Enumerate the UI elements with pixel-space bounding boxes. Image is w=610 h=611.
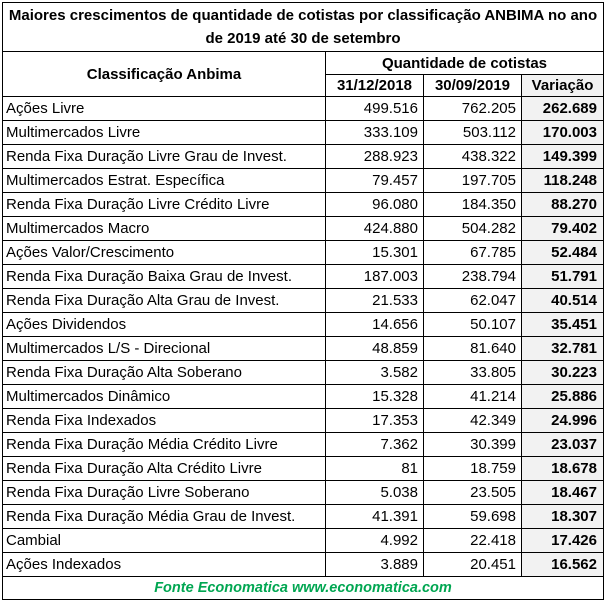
row-classification: Ações Livre bbox=[3, 97, 326, 121]
row-classification: Ações Indexados bbox=[3, 553, 326, 577]
row-variation: 170.003 bbox=[522, 121, 604, 145]
table-row bbox=[3, 241, 604, 265]
row-variation: 118.248 bbox=[522, 169, 604, 193]
table-row bbox=[3, 217, 604, 241]
row-value-2019: 503.112 bbox=[424, 121, 522, 145]
row-value-2019: 762.205 bbox=[424, 97, 522, 121]
row-value-2018: 499.516 bbox=[326, 97, 424, 121]
row-value-2018: 7.362 bbox=[326, 433, 424, 457]
row-value-2019: 41.214 bbox=[424, 385, 522, 409]
row-classification: Multimercados Livre bbox=[3, 121, 326, 145]
row-variation: 18.678 bbox=[522, 457, 604, 481]
row-value-2018: 3.889 bbox=[326, 553, 424, 577]
row-classification: Multimercados Macro bbox=[3, 217, 326, 241]
row-value-2018: 79.457 bbox=[326, 169, 424, 193]
row-value-2018: 4.992 bbox=[326, 529, 424, 553]
row-value-2018: 17.353 bbox=[326, 409, 424, 433]
row-value-2019: 20.451 bbox=[424, 553, 522, 577]
row-variation: 25.886 bbox=[522, 385, 604, 409]
row-value-2019: 67.785 bbox=[424, 241, 522, 265]
table-row bbox=[3, 145, 604, 169]
row-value-2018: 41.391 bbox=[326, 505, 424, 529]
row-value-2019: 238.794 bbox=[424, 265, 522, 289]
row-classification: Renda Fixa Duração Alta Grau de Invest. bbox=[3, 289, 326, 313]
row-classification: Renda Fixa Duração Alta Soberano bbox=[3, 361, 326, 385]
row-classification: Renda Fixa Duração Média Crédito Livre bbox=[3, 433, 326, 457]
row-variation: 149.399 bbox=[522, 145, 604, 169]
table-row bbox=[3, 121, 604, 145]
row-value-2019: 23.505 bbox=[424, 481, 522, 505]
row-value-2018: 96.080 bbox=[326, 193, 424, 217]
table-row bbox=[3, 481, 604, 505]
row-value-2018: 15.301 bbox=[326, 241, 424, 265]
row-value-2019: 33.805 bbox=[424, 361, 522, 385]
row-value-2019: 438.322 bbox=[424, 145, 522, 169]
row-variation: 16.562 bbox=[522, 553, 604, 577]
row-classification: Renda Fixa Duração Alta Crédito Livre bbox=[3, 457, 326, 481]
row-value-2019: 30.399 bbox=[424, 433, 522, 457]
table-row bbox=[3, 193, 604, 217]
row-classification: Renda Fixa Indexados bbox=[3, 409, 326, 433]
row-variation: 79.402 bbox=[522, 217, 604, 241]
row-value-2018: 187.003 bbox=[326, 265, 424, 289]
row-variation: 30.223 bbox=[522, 361, 604, 385]
row-value-2018: 5.038 bbox=[326, 481, 424, 505]
row-variation: 35.451 bbox=[522, 313, 604, 337]
table-row bbox=[3, 529, 604, 553]
row-variation: 52.484 bbox=[522, 241, 604, 265]
row-classification: Ações Dividendos bbox=[3, 313, 326, 337]
row-classification: Multimercados L/S - Direcional bbox=[3, 337, 326, 361]
row-variation: 23.037 bbox=[522, 433, 604, 457]
cotistas-table bbox=[2, 2, 604, 600]
row-variation: 32.781 bbox=[522, 337, 604, 361]
table-body bbox=[3, 97, 604, 577]
row-value-2018: 333.109 bbox=[326, 121, 424, 145]
table-row bbox=[3, 265, 604, 289]
table-row bbox=[3, 97, 604, 121]
table-row bbox=[3, 361, 604, 385]
row-classification: Renda Fixa Duração Livre Soberano bbox=[3, 481, 326, 505]
source-footer: Fonte Economatica www.economatica.com bbox=[3, 577, 604, 600]
row-classification: Renda Fixa Duração Baixa Grau de Invest. bbox=[3, 265, 326, 289]
table-row bbox=[3, 313, 604, 337]
table-title: Maiores crescimentos de quantidade de cotistas por classificação ANBIMA no ano de 2019 até 30 de setembro bbox=[3, 3, 604, 52]
row-value-2018: 3.582 bbox=[326, 361, 424, 385]
row-value-2019: 22.418 bbox=[424, 529, 522, 553]
row-classification: Cambial bbox=[3, 529, 326, 553]
row-variation: 51.791 bbox=[522, 265, 604, 289]
row-value-2019: 184.350 bbox=[424, 193, 522, 217]
row-variation: 17.426 bbox=[522, 529, 604, 553]
header-31-12-2018: 31/12/2018 bbox=[326, 75, 424, 97]
table-row bbox=[3, 385, 604, 409]
row-value-2018: 48.859 bbox=[326, 337, 424, 361]
header-30-09-2019: 30/09/2019 bbox=[424, 75, 522, 97]
row-variation: 24.996 bbox=[522, 409, 604, 433]
row-classification: Ações Valor/Crescimento bbox=[3, 241, 326, 265]
row-value-2019: 504.282 bbox=[424, 217, 522, 241]
row-variation: 18.307 bbox=[522, 505, 604, 529]
row-value-2019: 81.640 bbox=[424, 337, 522, 361]
table-row bbox=[3, 169, 604, 193]
table-row bbox=[3, 409, 604, 433]
row-value-2018: 424.880 bbox=[326, 217, 424, 241]
row-value-2019: 18.759 bbox=[424, 457, 522, 481]
row-value-2019: 62.047 bbox=[424, 289, 522, 313]
row-value-2019: 42.349 bbox=[424, 409, 522, 433]
header-variacao: Variação bbox=[522, 75, 604, 97]
row-value-2019: 50.107 bbox=[424, 313, 522, 337]
row-classification: Renda Fixa Duração Livre Crédito Livre bbox=[3, 193, 326, 217]
row-classification: Renda Fixa Duração Livre Grau de Invest. bbox=[3, 145, 326, 169]
row-classification: Multimercados Dinâmico bbox=[3, 385, 326, 409]
row-classification: Multimercados Estrat. Específica bbox=[3, 169, 326, 193]
table-row bbox=[3, 337, 604, 361]
table-row bbox=[3, 505, 604, 529]
row-value-2019: 197.705 bbox=[424, 169, 522, 193]
row-value-2019: 59.698 bbox=[424, 505, 522, 529]
row-variation: 262.689 bbox=[522, 97, 604, 121]
row-variation: 88.270 bbox=[522, 193, 604, 217]
table-row bbox=[3, 433, 604, 457]
row-variation: 40.514 bbox=[522, 289, 604, 313]
row-value-2018: 288.923 bbox=[326, 145, 424, 169]
row-variation: 18.467 bbox=[522, 481, 604, 505]
table-row bbox=[3, 553, 604, 577]
row-value-2018: 14.656 bbox=[326, 313, 424, 337]
table-row bbox=[3, 289, 604, 313]
row-value-2018: 15.328 bbox=[326, 385, 424, 409]
row-classification: Renda Fixa Duração Média Grau de Invest. bbox=[3, 505, 326, 529]
row-value-2018: 81 bbox=[326, 457, 424, 481]
row-value-2018: 21.533 bbox=[326, 289, 424, 313]
header-quantidade-cotistas: Quantidade de cotistas bbox=[326, 52, 604, 75]
table-row bbox=[3, 457, 604, 481]
header-classificacao: Classificação Anbima bbox=[3, 52, 326, 97]
